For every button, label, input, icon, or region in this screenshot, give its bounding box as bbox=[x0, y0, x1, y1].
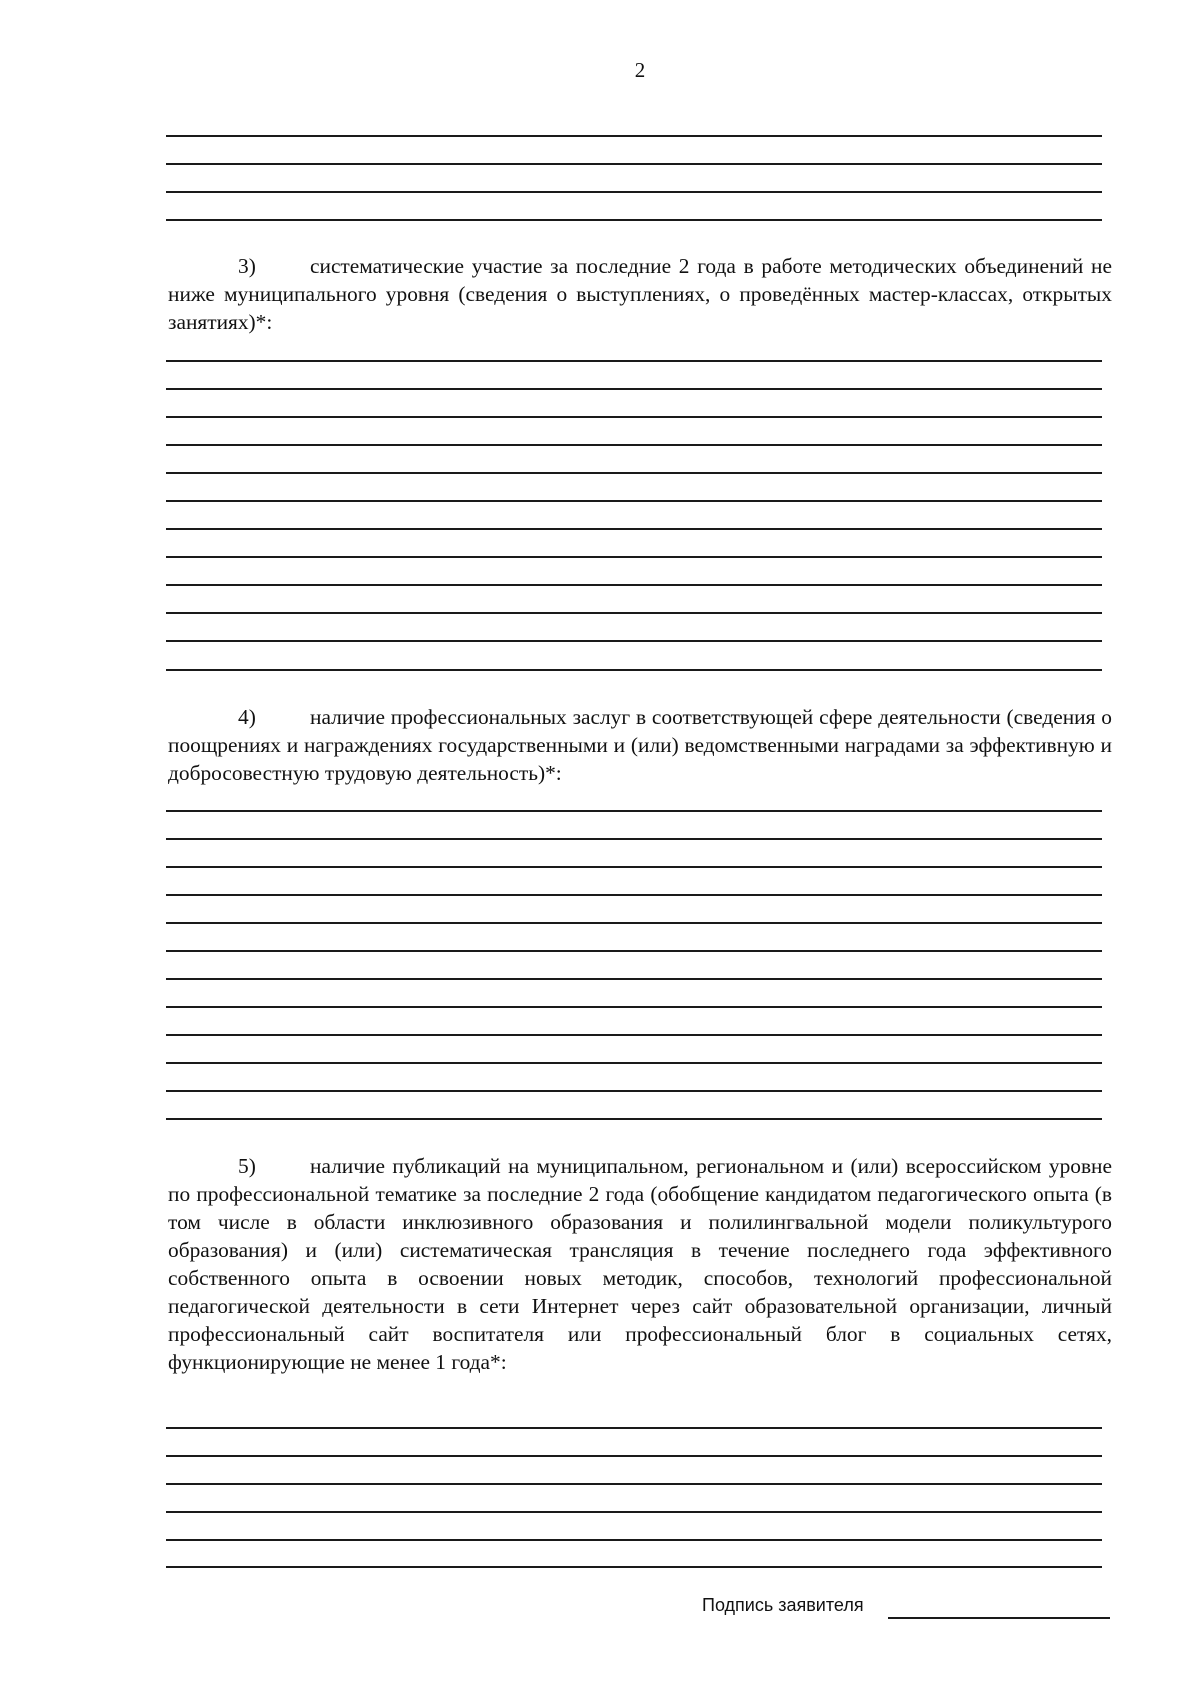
item-5-text: наличие публикаций на муниципальном, региональном и (или) всероссийском уровне по профессиональной тематике за последние 2 года (обобщение кандидатом педагогического опыта (в том числе в области инклюзивного образования и полилингвальной модели поликультурого образования) и (или) систематическая трансляция в течение последнего года эффективного собственного опыта в освоении новых методик, способов, технологий профессиональной педагогической деятельности в сети Интернет через сайт образовательной организации, личный профессиональный сайт воспитателя или профессиональный блог в социальных сетях, функционирующие не менее 1 года*: bbox=[168, 1154, 1112, 1374]
answer-line[interactable] bbox=[166, 922, 1102, 924]
answer-line[interactable] bbox=[166, 528, 1102, 530]
answer-line[interactable] bbox=[166, 191, 1102, 193]
answer-line[interactable] bbox=[166, 1455, 1102, 1457]
answer-line[interactable] bbox=[166, 1062, 1102, 1064]
answer-line[interactable] bbox=[166, 416, 1102, 418]
answer-line[interactable] bbox=[166, 556, 1102, 558]
answer-line[interactable] bbox=[166, 360, 1102, 362]
answer-line[interactable] bbox=[166, 838, 1102, 840]
answer-line[interactable] bbox=[166, 640, 1102, 642]
answer-line[interactable] bbox=[166, 950, 1102, 952]
item-4-text: наличие профессиональных заслуг в соответствующей сфере деятельности (сведения о поощрениях и награждениях государственными и (или) ведомственными наградами за эффективную и добросовестную трудовую деятельность)*: bbox=[168, 705, 1112, 785]
answer-line[interactable] bbox=[166, 1006, 1102, 1008]
item-5 bbox=[168, 1152, 1112, 1376]
answer-line[interactable] bbox=[166, 135, 1102, 137]
answer-line[interactable] bbox=[166, 669, 1102, 671]
answer-line[interactable] bbox=[166, 472, 1102, 474]
item-3 bbox=[168, 252, 1112, 336]
answer-line[interactable] bbox=[166, 219, 1102, 221]
answer-line[interactable] bbox=[166, 1118, 1102, 1120]
answer-line[interactable] bbox=[166, 1483, 1102, 1485]
answer-line[interactable] bbox=[166, 500, 1102, 502]
page-number: 2 bbox=[634, 58, 646, 82]
answer-line[interactable] bbox=[166, 894, 1102, 896]
item-3-number: 3) bbox=[238, 254, 256, 278]
answer-line[interactable] bbox=[166, 612, 1102, 614]
item-5-number: 5) bbox=[238, 1154, 256, 1178]
answer-line[interactable] bbox=[166, 1034, 1102, 1036]
item-4 bbox=[168, 703, 1112, 787]
item-3-text: систематические участие за последние 2 года в работе методических объединений не ниже муниципального уровня (сведения о выступлениях, о проведённых мастер-классах, открытых занятиях)*: bbox=[168, 254, 1112, 334]
answer-line[interactable] bbox=[166, 978, 1102, 980]
answer-line[interactable] bbox=[166, 388, 1102, 390]
answer-line[interactable] bbox=[166, 810, 1102, 812]
answer-line[interactable] bbox=[166, 866, 1102, 868]
signature-label: Подпись заявителя bbox=[702, 1595, 864, 1615]
answer-line[interactable] bbox=[166, 444, 1102, 446]
answer-line[interactable] bbox=[166, 1090, 1102, 1092]
answer-line[interactable] bbox=[166, 1511, 1102, 1513]
answer-line[interactable] bbox=[166, 163, 1102, 165]
signature-line[interactable] bbox=[888, 1617, 1110, 1619]
item-4-number: 4) bbox=[238, 705, 256, 729]
answer-line[interactable] bbox=[166, 584, 1102, 586]
answer-line[interactable] bbox=[166, 1539, 1102, 1541]
answer-line[interactable] bbox=[166, 1566, 1102, 1568]
answer-line[interactable] bbox=[166, 1427, 1102, 1429]
